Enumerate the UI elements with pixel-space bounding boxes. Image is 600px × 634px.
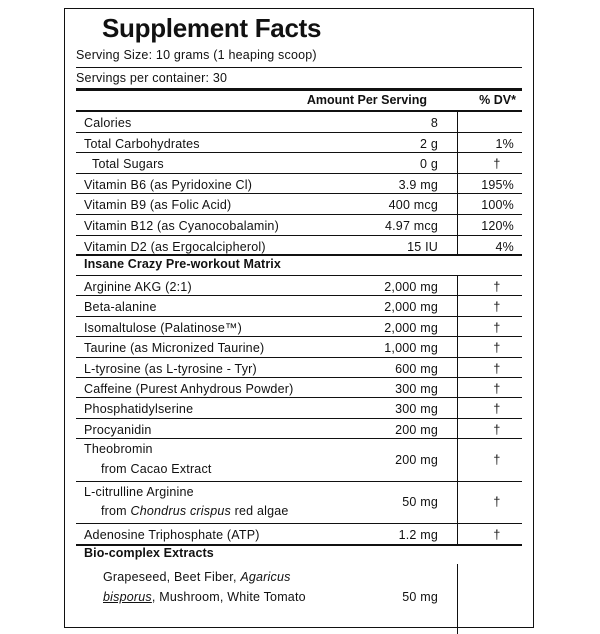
table-row	[76, 317, 522, 337]
table-row	[76, 378, 522, 398]
ingredient-name: Taurine (as Micronized Taurine)	[84, 341, 265, 356]
ingredient-amount: 2,000 mg	[384, 320, 438, 335]
ingredient-name: Adenosine Triphosphate (ATP)	[84, 528, 260, 542]
table-row	[76, 398, 522, 418]
serving-size: Serving Size: 10 grams (1 heaping scoop)	[76, 48, 317, 62]
ingredient-name: Theobromin	[84, 442, 153, 456]
ingredient-dv: 100%	[481, 198, 514, 213]
ingredient-dv: †	[493, 320, 501, 335]
biocomplex-line-1: Grapeseed, Beet Fiber, Agaricus	[103, 570, 291, 584]
ingredient-dv: †	[493, 402, 501, 417]
table-row	[76, 276, 522, 296]
ingredient-name: L-citrulline Arginine	[84, 485, 194, 499]
ingredient-dv: †	[493, 453, 501, 467]
biocomplex-section-title: Bio-complex Extracts	[84, 546, 214, 560]
column-divider	[457, 564, 458, 634]
ingredient-dv: †	[493, 300, 501, 315]
ingredient-amount: 300 mg	[395, 402, 438, 417]
table-row	[76, 358, 522, 378]
ingredient-amount: 200 mg	[395, 422, 438, 437]
ingredient-dv: †	[493, 422, 501, 437]
ingredient-name: Procyanidin	[84, 422, 152, 437]
ingredient-amount: 3.9 mg	[398, 177, 438, 192]
ingredient-dv: †	[493, 341, 501, 356]
ingredient-name: Caffeine (Purest Anhydrous Powder)	[84, 382, 294, 396]
table-row	[76, 215, 522, 236]
table-row	[76, 419, 522, 439]
ingredient-amount: 2 g	[420, 136, 438, 151]
ingredient-amount: 300 mg	[395, 382, 438, 396]
ingredient-dv: 120%	[481, 219, 514, 233]
ingredient-name: Phosphatidylserine	[84, 402, 194, 417]
ingredient-dv: 1%	[495, 136, 514, 151]
ingredient-source: from Chondrus crispus red algae	[101, 504, 289, 518]
biocomplex-amount: 50 mg	[402, 590, 438, 604]
ingredient-dv: †	[493, 382, 501, 396]
ingredient-name: Isomaltulose (Palatinose™)	[84, 320, 243, 335]
ingredient-amount: 2,000 mg	[384, 300, 438, 315]
table-row	[76, 524, 522, 546]
table-row	[76, 133, 522, 154]
table-row	[76, 482, 522, 524]
ingredient-source: from Cacao Extract	[101, 462, 212, 476]
ingredient-amount: 8	[430, 116, 438, 130]
ingredient-name: Vitamin D2 (as Ergocalcipherol)	[84, 239, 266, 254]
column-divider	[457, 276, 458, 546]
ingredient-dv: †	[493, 361, 501, 376]
header-percent-dv: % DV*	[479, 93, 516, 107]
table-row	[76, 153, 522, 174]
ingredient-amount: 50 mg	[402, 495, 438, 509]
table-row	[76, 337, 522, 357]
ingredient-name: Vitamin B12 (as Cyanocobalamin)	[84, 219, 279, 233]
table-row	[76, 112, 522, 133]
table-row	[76, 236, 522, 257]
ingredient-amount: 600 mg	[395, 361, 438, 376]
ingredient-dv: †	[493, 495, 501, 509]
ingredient-amount: 200 mg	[395, 453, 438, 467]
ingredient-amount: 15 IU	[407, 239, 438, 254]
table-row	[76, 296, 522, 316]
column-divider	[457, 112, 458, 256]
ingredient-name: Beta-alanine	[84, 300, 157, 315]
ingredient-dv: 4%	[495, 239, 514, 254]
ingredient-dv: 195%	[481, 177, 514, 192]
ingredient-amount: 1,000 mg	[384, 341, 438, 356]
matrix-section-title: Insane Crazy Pre-workout Matrix	[84, 257, 281, 271]
ingredient-amount: 0 g	[420, 157, 438, 172]
divider-thin	[76, 67, 522, 68]
ingredient-name: Total Sugars	[92, 157, 164, 172]
ingredient-amount: 1.2 mg	[398, 528, 438, 542]
divider-thick	[76, 88, 522, 91]
ingredient-dv: †	[493, 528, 501, 542]
ingredient-amount: 2,000 mg	[384, 280, 438, 294]
table-row	[76, 194, 522, 215]
ingredient-name: Calories	[84, 116, 132, 130]
header-amount-per-serving: Amount Per Serving	[306, 93, 427, 107]
ingredient-dv: †	[493, 157, 501, 172]
table-row	[76, 174, 522, 195]
ingredient-name: Total Carbohydrates	[84, 136, 200, 151]
servings-per-container: Servings per container: 30	[76, 71, 228, 85]
table-row	[76, 439, 522, 482]
ingredient-name: Arginine AKG (2:1)	[84, 280, 192, 294]
biocomplex-line-2: bisporus, Mushroom, White Tomato	[103, 590, 306, 604]
supplement-facts-panel	[64, 8, 534, 628]
ingredient-dv: †	[493, 280, 501, 294]
ingredient-amount: 4.97 mcg	[384, 219, 438, 233]
panel-title: Supplement Facts	[102, 13, 322, 43]
ingredient-name: Vitamin B6 (as Pyridoxine Cl)	[84, 177, 253, 192]
ingredient-name: L-tyrosine (as L-tyrosine - Tyr)	[84, 361, 257, 376]
ingredient-amount: 400 mcg	[388, 198, 438, 213]
ingredient-name: Vitamin B9 (as Folic Acid)	[84, 198, 232, 213]
